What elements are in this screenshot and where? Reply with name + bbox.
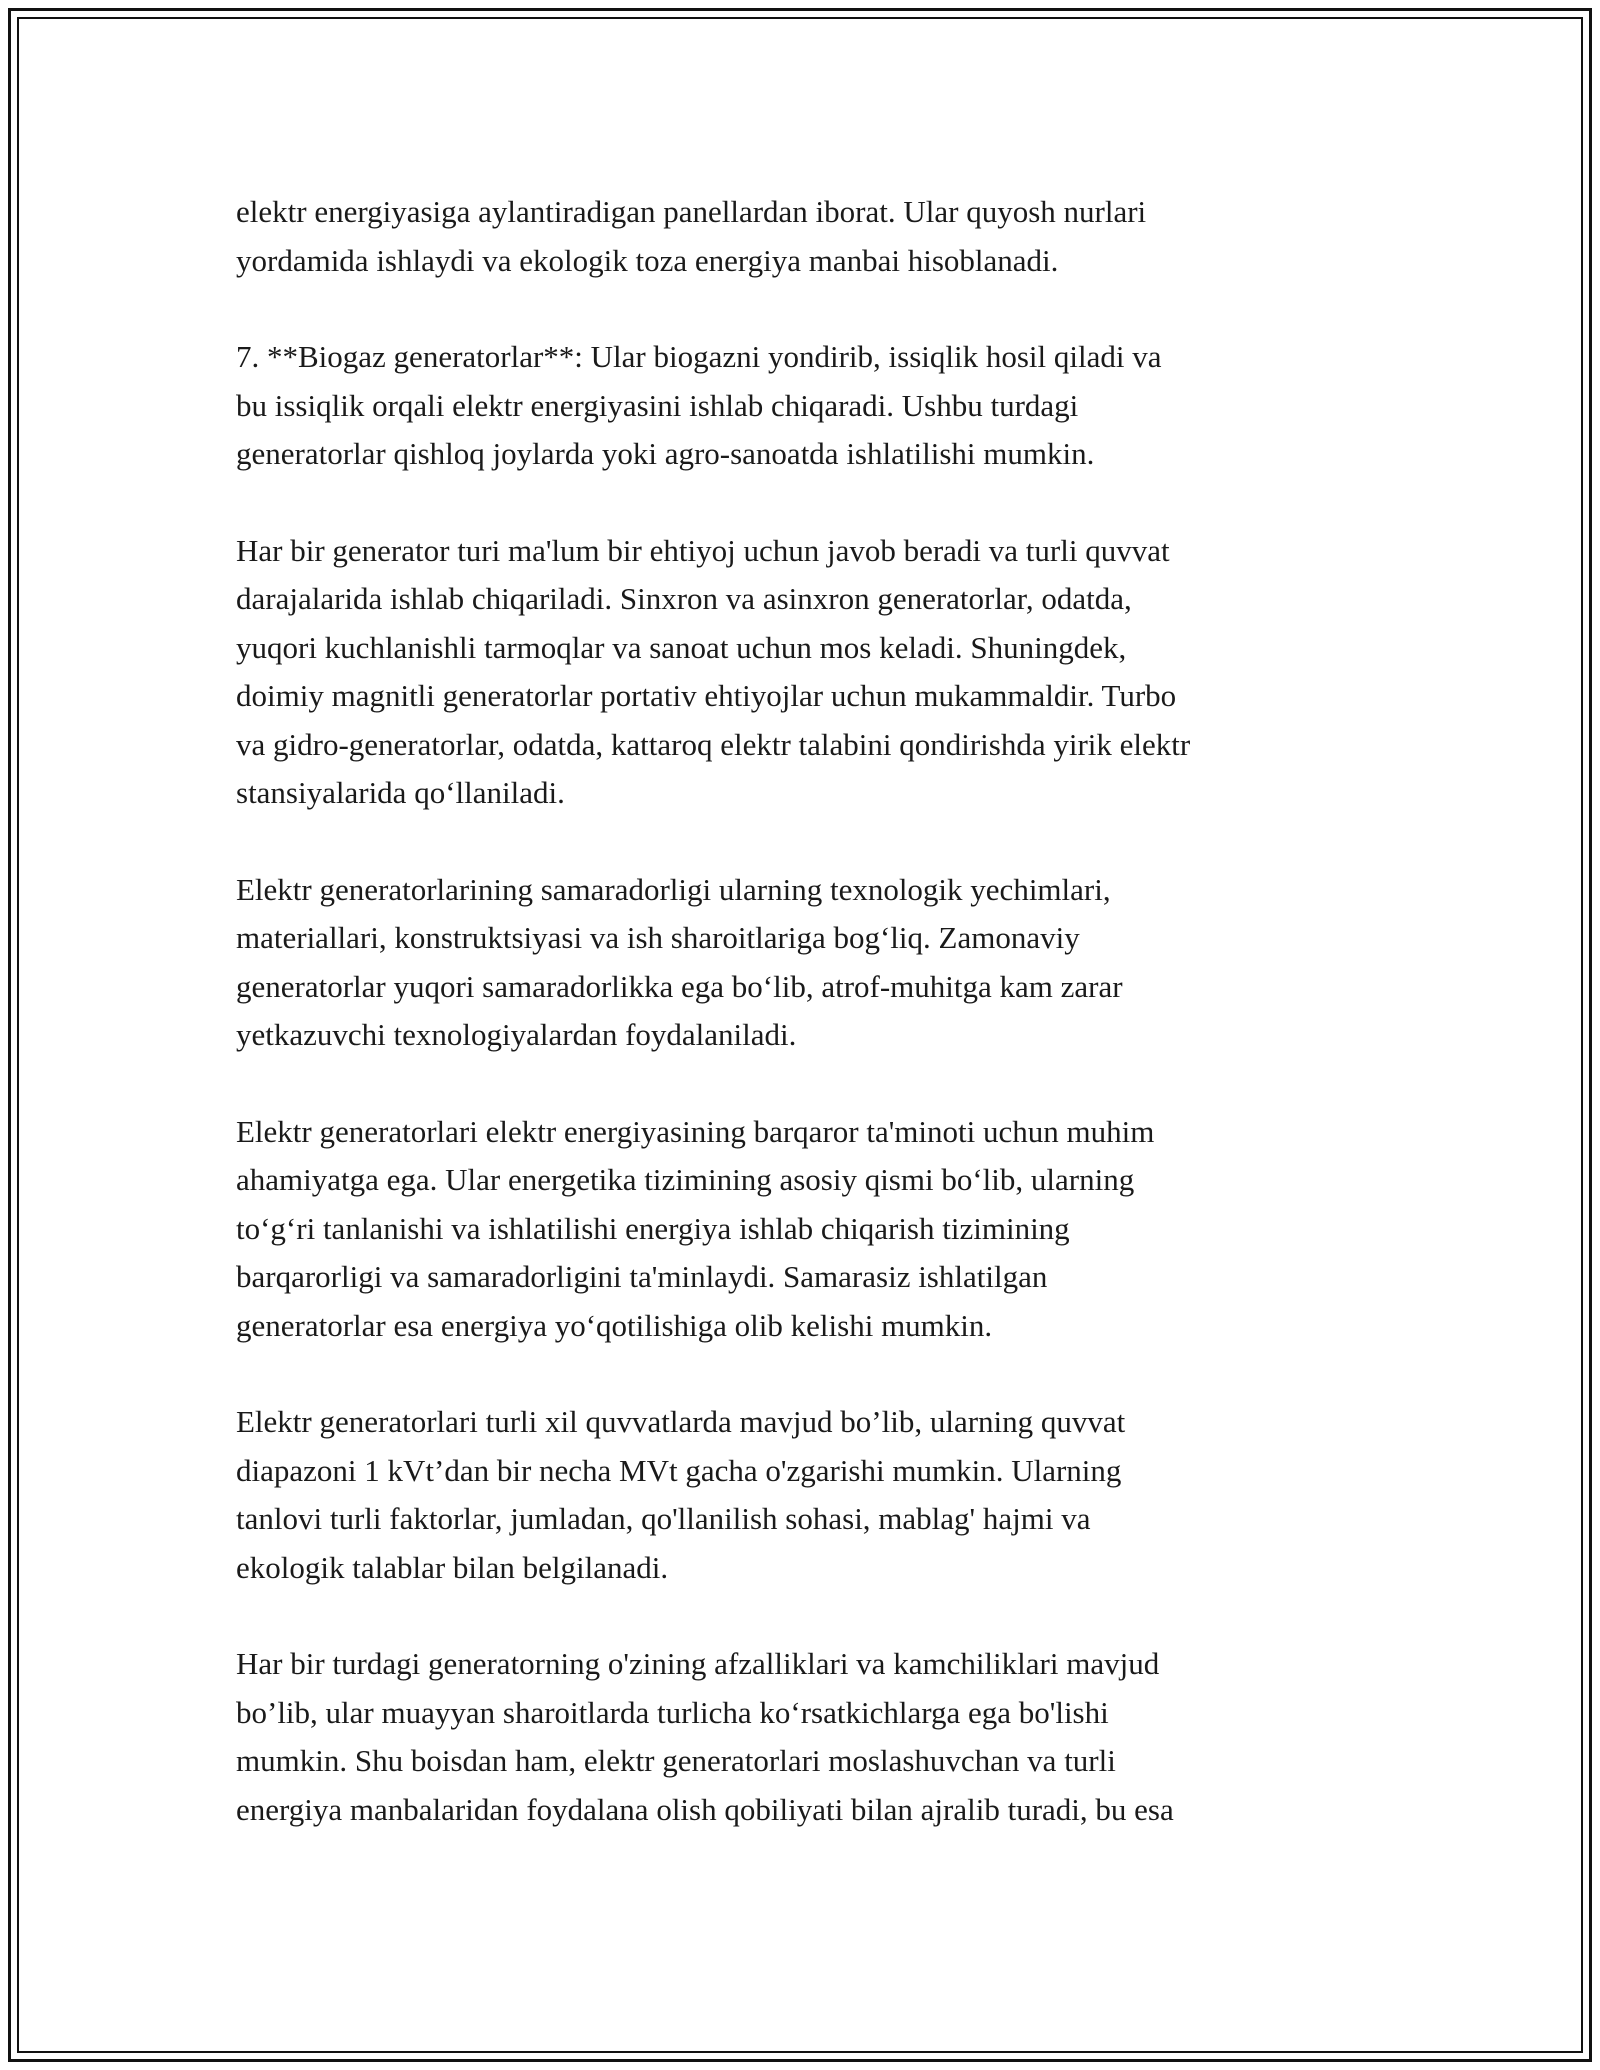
paragraph-solar-panels-continued: elektr energiyasiga aylantiradigan panellardan iborat. Ular quyosh nurlari yordamida ishlaydi va ekologik toza energiya manbai hisoblanadi. xyxy=(236,194,1147,278)
paragraph-power-range: Elektr generatorlari turli xil quvvatlarda mavjud bo’lib, ularning quvvat diapazoni 1 kVt’dan bir necha MVt gacha o'zgarishi mumkin. Ularning tanlovi turli faktorlar, jumladan, qo'llanilish sohasi, mablag' hajmi va ekologik talablar bilan belgilanadi. xyxy=(236,1404,1126,1585)
document-body xyxy=(236,188,1396,1882)
paragraph-generator-efficiency: Elektr generatorlarining samaradorligi ularning texnologik yechimlari, materiallari, konstruktsiyasi va ish sharoitlariga bog‘liq. Zamonaviy generatorlar yuqori samaradorlikka ega bo‘lib, atrof-muhitga kam zarar yetkazuvchi texnologiyalardan foydalaniladi. xyxy=(236,871,1123,1052)
paragraph-generator-types-purpose: Har bir generator turi ma'lum bir ehtiyoj uchun javob beradi va turli quvvat darajalarida ishlab chiqariladi. Sinxron va asinxron generatorlar, odatda, yuqori kuchlanishli tarmoqlar va sanoat uchun mos keladi. Shuningdek, doimiy magnitli generatorlar portativ ehtiyojlar uchun mukammaldir. Turbo va gidro-generatorlar, odatda, kattaroq elektr talabini qondirishda yirik elektr stansiyalarida qo‘llaniladi. xyxy=(236,532,1191,810)
paragraph-advantages-disadvantages: Har bir turdagi generatorning o'zining afzalliklari va kamchiliklari mavjud bo’lib, ular muayyan sharoitlarda turlicha ko‘rsatkichlarga ega bo'lishi mumkin. Shu boisdan ham, elektr generatorlari moslashuvchan va turli energiya manbalaridan foydalana olish qobiliyati bilan ajralib turadi, bu esa xyxy=(236,1646,1174,1827)
paragraph-generator-importance: Elektr generatorlari elektr energiyasining barqaror ta'minoti uchun muhim ahamiyatga ega. Ular energetika tizimining asosiy qismi bo‘lib, ularning to‘g‘ri tanlanishi va ishlatilishi energiya ishlab chiqarish tizimining barqarorligi va samaradorligini ta'minlaydi. Samarasiz ishlatilgan generatorlar esa energiya yo‘qotilishiga olib kelishi mumkin. xyxy=(236,1113,1155,1343)
paragraph-biogas-generators: 7. **Biogaz generatorlar**: Ular biogazni yondirib, issiqlik hosil qiladi va bu issiqlik orqali elektr energiyasini ishlab chiqaradi. Ushbu turdagi generatorlar qishloq joylarda yoki agro-sanoatda ishlatilishi mumkin. xyxy=(236,339,1162,471)
